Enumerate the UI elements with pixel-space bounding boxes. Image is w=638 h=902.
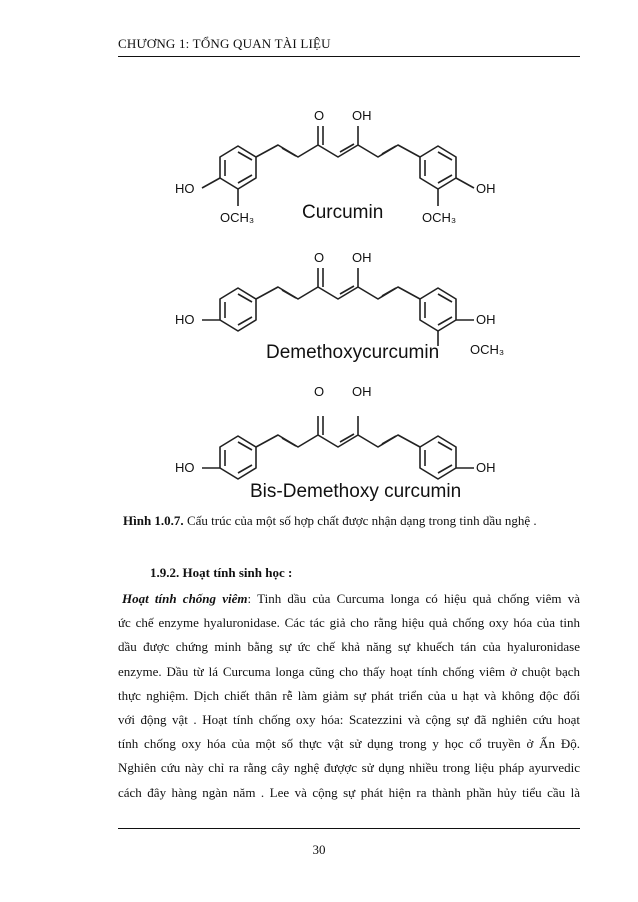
demethoxycurcumin-och3-right-label: OCH₃ xyxy=(470,342,505,357)
paragraph-line: với động vật . Hoạt tính chống oxy hóa: Scatezzini và cộng sự đã nghiên cứu hoạt xyxy=(118,711,580,727)
chapter-header: CHƯƠNG 1: TỔNG QUAN TÀI LIỆU xyxy=(118,36,331,51)
curcumin-oh-right-label: OH xyxy=(476,181,496,196)
header-rule xyxy=(118,56,580,57)
demethoxycurcumin-name: Demethoxycurcumin xyxy=(266,342,440,363)
bisdemethoxycurcumin-oh-right-label: OH xyxy=(476,460,496,475)
bisdemethoxycurcumin-structure xyxy=(202,416,474,479)
paragraph-line: enzyme. Dầu từ lá Curcuma longa cũng cho thấy hoạt tính chống viêm ở chuột bạch xyxy=(118,663,580,679)
demethoxycurcumin-structure xyxy=(202,268,474,346)
bisdemethoxycurcumin-o-label: O xyxy=(314,384,325,399)
curcumin-name: Curcumin xyxy=(302,202,384,223)
paragraph-line-1 xyxy=(118,587,580,611)
bisdemethoxycurcumin-ho-left-label: HO xyxy=(175,460,195,475)
curcumin-structure xyxy=(202,126,474,206)
demethoxycurcumin-o-label: O xyxy=(314,250,325,265)
bisdemethoxycurcumin-oh-label: OH xyxy=(352,384,372,399)
paragraph-line: ức chế enzyme hyaluronidase. Các tác giả cho rằng hiệu quả chống oxy hóa của tinh xyxy=(118,615,580,631)
paragraph-lead: Hoạt tính chống viêm xyxy=(122,591,248,606)
figure-caption-text: Cấu trúc của một số hợp chất được nhận dạng trong tinh dầu nghệ . xyxy=(183,513,537,528)
paragraph-line-1-rest: : Tinh dầu của Curcuma longa có hiệu quả chống viêm và xyxy=(247,591,580,606)
paragraph-line: dầu được chứng minh bằng sự ức chế khả năng sự khuếch tán của hyaluronidase xyxy=(118,639,580,655)
body-paragraph xyxy=(118,587,580,805)
curcumin-ho-left-label: HO xyxy=(175,181,195,196)
figure-caption xyxy=(123,513,537,529)
demethoxycurcumin-ho-left-label: HO xyxy=(175,312,195,327)
page-number: 30 xyxy=(312,842,326,857)
section-heading: 1.9.2. Hoạt tính sinh học : xyxy=(150,565,293,580)
curcumin-o-label: O xyxy=(314,108,325,123)
demethoxycurcumin-oh-label: OH xyxy=(352,250,372,265)
footer-rule xyxy=(118,828,580,829)
structures-svg xyxy=(130,96,570,506)
figure-caption-label: Hình 1.0.7. xyxy=(123,513,184,528)
curcumin-och3-left-label: OCH₃ xyxy=(220,210,255,225)
demethoxycurcumin-oh-right-label: OH xyxy=(476,312,496,327)
paragraph-line: Nghiên cứu này chỉ ra rằng cây nghệ đượợc sử dụng nhiều trong liệu pháp ayurvedic xyxy=(118,760,580,776)
bisdemethoxycurcumin-name: Bis-Demethoxy curcumin xyxy=(250,481,462,502)
paragraph-line: tính chống oxy hóa của một số thực vật sử dụng trong y học cổ truyền ở Ấn Độ. xyxy=(118,736,580,752)
paragraph-line: cách đây hàng ngàn năm . Lee và cộng sự phát hiện ra thành phần hủy tiểu cầu là xyxy=(118,784,580,800)
paragraph-line: thực nghiệm. Dịch chiết thân rễ làm giảm sự phát triển của u hạt và không độc đối xyxy=(118,687,580,703)
chemical-structures-figure xyxy=(130,96,570,506)
curcumin-och3-right-label: OCH₃ xyxy=(422,210,457,225)
curcumin-oh-label: OH xyxy=(352,108,372,123)
